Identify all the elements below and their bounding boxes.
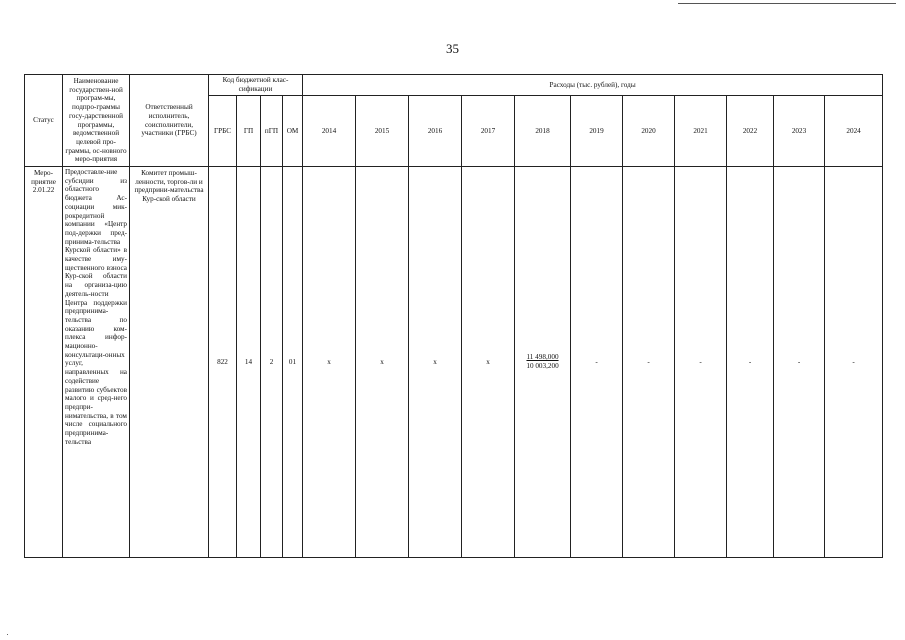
row-code-om: 01 — [283, 167, 303, 558]
row-value-2015: х — [356, 167, 409, 558]
row-value-2022: - — [727, 167, 774, 558]
row-program-name: Предоставле-ние субсидии из областного бюджета Ас-социации мик-рокредитной компании «Центр под-держки пред-принима-тельства Курской области» в качестве иму-щественного взноса Кур-ской области на организа-цию деятель-ности Центра поддержки предпринима-тельства по оказанию ком-плекса инфор-мационно-консультаци-онных услуг, направленных на содействие развитию субъектов малого и сред-него предпри-нимательства, в том числе социального предпринима-тельства — [63, 167, 130, 558]
row-value-2023: - — [774, 167, 825, 558]
header-executor: Ответственный исполнитель, соисполнители, участники (ГРБС) — [130, 75, 209, 167]
row-value-2024: - — [825, 167, 883, 558]
header-code-gp: ГП — [237, 96, 261, 167]
row-value-2021: - — [675, 167, 727, 558]
top-rule — [678, 3, 896, 4]
header-code-pgp: пГП — [261, 96, 283, 167]
header-year-2017: 2017 — [462, 96, 515, 167]
header-year-2023: 2023 — [774, 96, 825, 167]
row-value-2016: х — [409, 167, 462, 558]
row-value-2018-line2: 10 003,200 — [526, 362, 559, 370]
row-value-2019: - — [571, 167, 623, 558]
header-year-2014: 2014 — [303, 96, 356, 167]
header-program-name: Наименование государствен-ной програм-мы, подпро-граммы госу-дарственной программы, ведомственной целевой про-граммы, ос-новного меро-приятия — [63, 75, 130, 167]
header-year-2020: 2020 — [623, 96, 675, 167]
row-code-grbs: 822 — [209, 167, 237, 558]
header-row-1 — [25, 75, 883, 96]
row-value-2018-line1: 11 498,000 — [526, 353, 559, 362]
row-value-2017: х — [462, 167, 515, 558]
header-budget-code-group: Код бюджетной клас-сификации — [209, 75, 303, 96]
row-executor: Комитет промыш-ленности, торгов-ли и предприни-мательства Кур-ской области — [130, 167, 209, 558]
header-year-2019: 2019 — [571, 96, 623, 167]
row-value-2020: - — [623, 167, 675, 558]
header-year-2021: 2021 — [675, 96, 727, 167]
row-code-gp: 14 — [237, 167, 261, 558]
header-expenses-group: Расходы (тыс. рублей), годы — [303, 75, 883, 96]
header-status: Статус — [25, 75, 63, 167]
header-code-grbs: ГРБС — [209, 96, 237, 167]
header-year-2024: 2024 — [825, 96, 883, 167]
header-year-2022: 2022 — [727, 96, 774, 167]
header-code-om: ОМ — [283, 96, 303, 167]
header-year-2016: 2016 — [409, 96, 462, 167]
row-value-2018 — [515, 167, 571, 558]
budget-table — [24, 74, 883, 558]
header-year-2018: 2018 — [515, 96, 571, 167]
scan-speck — [7, 634, 8, 635]
row-status: Меро-приятие 2.01.22 — [25, 167, 63, 558]
row-value-2014: х — [303, 167, 356, 558]
table-row — [25, 167, 883, 558]
page-number: 35 — [446, 41, 459, 56]
header-year-2015: 2015 — [356, 96, 409, 167]
row-code-pgp: 2 — [261, 167, 283, 558]
